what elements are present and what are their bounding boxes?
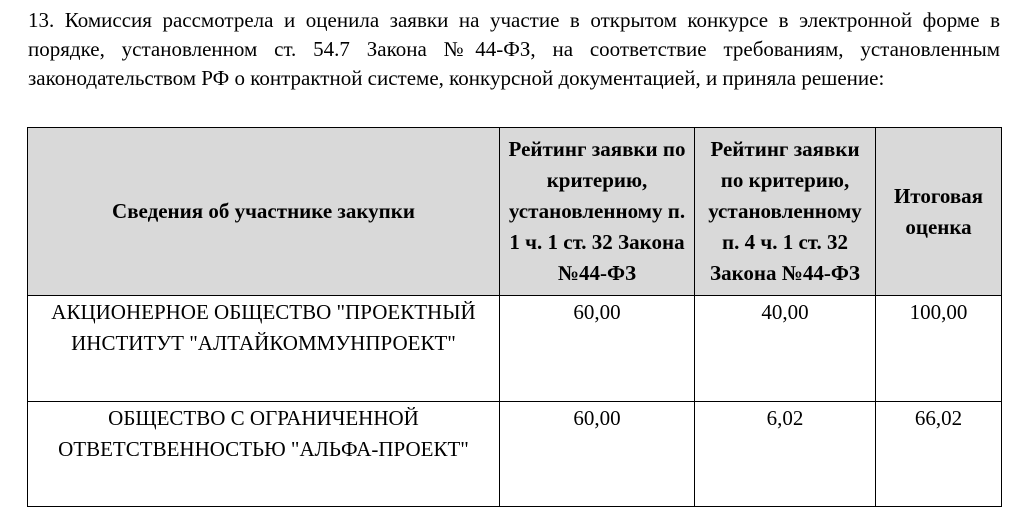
header-total-label: Итоговая оценка	[893, 183, 984, 239]
criterion2-cell	[695, 402, 876, 507]
table-header-row	[28, 128, 1002, 296]
header-criterion1-label: Рейтинг заявки по критерию, установленному п. 1 ч. 1 ст. 32 Закона №44-ФЗ	[508, 137, 686, 285]
participant-name: ОБЩЕСТВО С ОГРАНИЧЕННОЙ ОТВЕТСТВЕННОСТЬЮ "АЛЬФА-ПРОЕКТ"	[58, 406, 469, 461]
table-row	[28, 402, 1002, 507]
participant-name: АКЦИОНЕРНОЕ ОБЩЕСТВО "ПРОЕКТНЫЙ ИНСТИТУТ "АЛТАЙКОММУНПРОЕКТ"	[51, 300, 476, 355]
header-criterion2-label: Рейтинг заявки по критерию, установленному п. 4 ч. 1 ст. 32 Закона №44-ФЗ	[708, 137, 862, 285]
criterion2-score: 6,02	[766, 406, 804, 430]
criterion1-cell	[500, 402, 695, 507]
intro-paragraph: 13. Комиссия рассмотрела и оценила заявки на участие в открытом конкурсе в электронной форме в порядке, установленном ст. 54.7 Закона №44-ФЗ, на соответствие требованиям, установленным законодательством РФ о контрактной системе, конкурсной документацией, и приняла решение:	[28, 8, 1000, 90]
header-total	[876, 128, 1002, 296]
header-participant-label: Сведения об участнике закупки	[112, 199, 415, 223]
criterion1-score: 60,00	[573, 406, 621, 430]
header-participant	[28, 128, 500, 296]
total-cell	[876, 402, 1002, 507]
total-cell	[876, 296, 1002, 402]
total-score: 100,00	[909, 300, 968, 324]
criterion1-score: 60,00	[573, 300, 621, 324]
table-row	[28, 296, 1002, 402]
criterion2-cell	[695, 296, 876, 402]
header-criterion1	[500, 128, 695, 296]
participant-cell	[28, 296, 500, 402]
criterion1-cell	[500, 296, 695, 402]
criterion2-score: 40,00	[761, 300, 809, 324]
participant-cell	[28, 402, 500, 507]
evaluation-results-table	[27, 127, 1002, 507]
header-criterion2	[695, 128, 876, 296]
total-score: 66,02	[914, 406, 963, 430]
